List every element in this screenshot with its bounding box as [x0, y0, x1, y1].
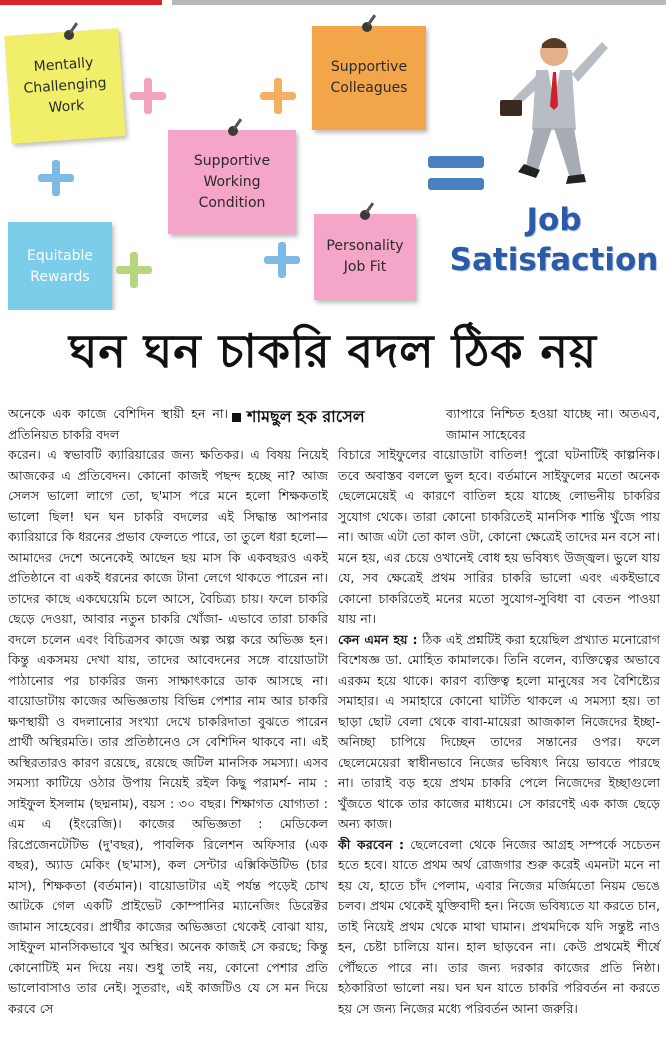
equals-icon	[428, 156, 484, 190]
pushpin-icon	[64, 30, 74, 40]
subheading-what-to-do: কী করবেন :	[338, 836, 405, 852]
plus-icon	[258, 76, 298, 116]
article-column-2	[338, 404, 660, 1019]
article-paragraph: ছেলেবেলা থেকে নিজের আগ্রহ সম্পর্কে সচেতন হতে হবে। যাতে প্রথম অর্থ রোজগার শুরু করেই এমনটা মনে না হয় যে, হাতে চাঁদ পেলাম, এবার নিজের মর্জিমতো নিয়ম ভেঙে চলব। প্রথম থেকেই যুক্তিবাদী হন। নিজে ভবিষ্যতে যা করতে চান, তাই নিয়েই প্রথম থেকে মাথা ঘামান। প্রথমদিকে যদি সন্তুষ্ট নাও হন, চেষ্টা চালিয়ে যান। হাল ছাড়বেন না। কেউ প্রথমেই শীর্ষে পৌঁছতে পারে না। তার জন্য দরকার কাজের প্রতি নিষ্ঠা। হঠকারিতা ভালো নয়। ঘন ঘন যাতে চাকরি পরিবর্তন না করতে হয় সে জন্য নিজের মধ্যে পরিবর্তন আনা জরুরি।	[338, 836, 660, 1016]
jumping-businessman-illustration	[498, 30, 618, 200]
job-satisfaction-infographic	[0, 6, 666, 310]
note-supportive-colleagues: Supportive Colleagues	[312, 26, 426, 130]
pushpin-icon	[360, 210, 370, 220]
article-section	[338, 835, 660, 1020]
article-column-1	[8, 404, 328, 1019]
pushpin-icon	[362, 22, 372, 32]
note-personality-job-fit: Personality Job Fit	[314, 214, 416, 300]
top-rule-gray	[172, 0, 666, 5]
plus-icon	[114, 250, 154, 290]
note-supportive-working-condition: Supportive Working Condition	[168, 130, 296, 234]
top-rule-red	[0, 0, 162, 5]
article-paragraph: ব্যাপারে নিশ্চিত হওয়া যাচ্ছে না। অতএব, জামান সাহেবের	[446, 406, 660, 442]
author-name: শামছুল হক রাসেল	[247, 407, 365, 426]
headline: ঘন ঘন চাকরি বদল ঠিক নয়	[68, 324, 598, 378]
note-mentally-challenging-work: Mentally Challenging Work	[4, 28, 125, 144]
article-paragraph: ঠিক এই প্রশ্নটিই করা হয়েছিল প্রখ্যাত মনোরোগ বিশেষজ্ঞ ডা. মোহিত কামালকে। তিনি বলেন, ব্যক্তিত্বের অভাবে এরকম হয়ে থাকে। কারণ ব্যক্তিত্ব হলো মানুষের সব বৈশিষ্ট্যের সমাহার। এ সমাহারে কোনো ঘাটতি থাকলে এ সমস্যা হয়। তা ছাড়া ছোট বেলা থেকে বাবা-মায়েরা আজকাল নিজেদের ইচ্ছা-অনিচ্ছা চাপিয়ে দিচ্ছেন তাদের সন্তানের ওপর। ফলে ছেলেমেয়েরা স্বাধীনভাবে নিজের ভবিষ্যৎ নিয়ে ভাবতে পারছে না। তারাই বড় হয়ে প্রথম চাকরি পেলে নিজেদের ইচ্ছাগুলো খুঁজতে থাকে তার কাজের মাধ্যমে। সে কারণেই এক কাজ ছেড়ে অন্য কাজ।	[338, 631, 660, 831]
plus-icon	[128, 76, 168, 116]
note-equitable-rewards: Equitable Rewards	[8, 222, 112, 310]
job-satisfaction-label: Job Satisfaction	[449, 202, 659, 278]
plus-icon	[36, 158, 76, 198]
article-lead: অনেকে এক কাজে বেশিদিন স্থায়ী হন না। প্রতিনিয়ত চাকরি বদল	[8, 406, 228, 442]
article-section	[338, 630, 660, 835]
pushpin-icon	[228, 126, 238, 136]
plus-icon	[262, 240, 302, 280]
article-paragraph: বিচারে সাইফুলের বায়োডাটা বাতিল! পুরো ঘটনাটিই কাল্পনিক। তবে অবাস্তব বললে ভুল হবে। বর্তমানে সাইফুলের মতো অনেক ছেলেমেয়েই এ কারণে বাতিল হয়ে যাচ্ছে লোভনীয় চাকরির সুযোগ থেকে। তারা কোনো চাকরিতেই মানসিক শান্তি খুঁজে পায় না। আজ এটা তো কাল ওটা, কোনো ক্ষেত্রেই তাদের মন বসে না। মনে হয়, এর চেয়ে ওখানেই বোধ হয় ভবিষ্যৎ উজ্জ্বল। ভুলে যায় যে, সব ক্ষেত্রেই প্রথম সারির চাকরি ভালো এবং একইভাবে কোনো চাকরিতেই মনের মতো সুযোগ-সুবিধা বা বেতন পাওয়া যায় না।	[338, 447, 660, 626]
subheading-why: কেন এমন হয় :	[338, 631, 418, 647]
article-paragraph: করেন। এ স্বভাবটি ক্যারিয়ারের জন্য ক্ষতিকর। এ বিষয় নিয়েই আজকের এ প্রতিবেদন। কোনো কাজই পছন্দ হচ্ছে না? আজ সেলস ভালো লাগে তো, ছ'মাস পরে মনে হলো শিক্ষকতাই ভালো ছিল! ঘন ঘন চাকরি বদলের এই সিদ্ধান্ত আপনার ক্যারিয়ারে কি ধরনের প্রভাব ফেলতে পারে, তা তুলে ধরা হলো— আমাদের দেশে অনেকেই আছেন ছয় মাস কি একবছরও একই প্রতিষ্ঠানে বা একই ধরনের কাজে টানা লেগে থাকতে পারেন না। তাদের কাছে একঘেয়েমি চলে আসে, বৈচিত্র্য চায়। ফলে চাকরি ছেড়ে দেওয়া, আবার নতুন চাকরি খোঁজা- এভাবে তারা চাকরি বদলে চলেন এবং বিচিত্রসব কাজে অল্প অল্প করে অভিজ্ঞ হন। কিন্তু একসময় দেখা যায়, তাদের আবেদনের সঙ্গে বায়োডাটা পাঠানোর পর চাকরির জন্য সাক্ষাৎকারে ডাক আসছে না। বায়োডাটায় কাজের অভিজ্ঞতায় বিভিন্ন পেশার নাম আর চাকরি ক্ষণস্থায়ী ও বদলানোর সংখ্যা দেখে চাকরিদাতা বুঝতে পারেন প্রার্থী অস্থিরমতি। তার প্রতিষ্ঠানেও সে বেশিদিন থাকবে না। এই অস্থিরতারও কারণ রয়েছে, রয়েছে জটিল মানসিক সমস্যা। এসব সমস্যা কাটিয়ে ওঠার উপায় নিয়েই রইল কিছু পরামর্শ- নাম : সাইফুল ইসলাম (ছদ্মনাম), বয়স : ৩০ বছর। শিক্ষাগত যোগ্যতা : এম এ (ইংরেজি)। কাজের অভিজ্ঞতা : মেডিকেল রিপ্রেজেনটেটিভ (দু'বছর), পাবলিক রিলেশন অফিসার (এক বছর), অ্যাড মেকিং (ছ'মাস), কল সেন্টার এক্সিকিউটিভ (চার মাস), শিক্ষকতা (বর্তমান)। বায়োডাটার এই পর্যন্ত পড়েই চোখ আটকে গেল একটি প্রাইভেট কোম্পানির ম্যানেজিং ডিরেক্টর জামান সাহেবের। প্রার্থীর কাজের অভিজ্ঞতা থেকেই বোঝা যায়, সাইফুল মানসিকভাবে খুব অস্থির। অনেক কাজই সে করছে; কিন্তু কোনোটিই মন দিয়ে নয়। শুধু তাই নয়, কোনো পেশার প্রতি ভালোবাসাও তার নেই। সুতরাং, এই কাজটিও যে সে মন দিয়ে করবে সে	[8, 447, 328, 1016]
